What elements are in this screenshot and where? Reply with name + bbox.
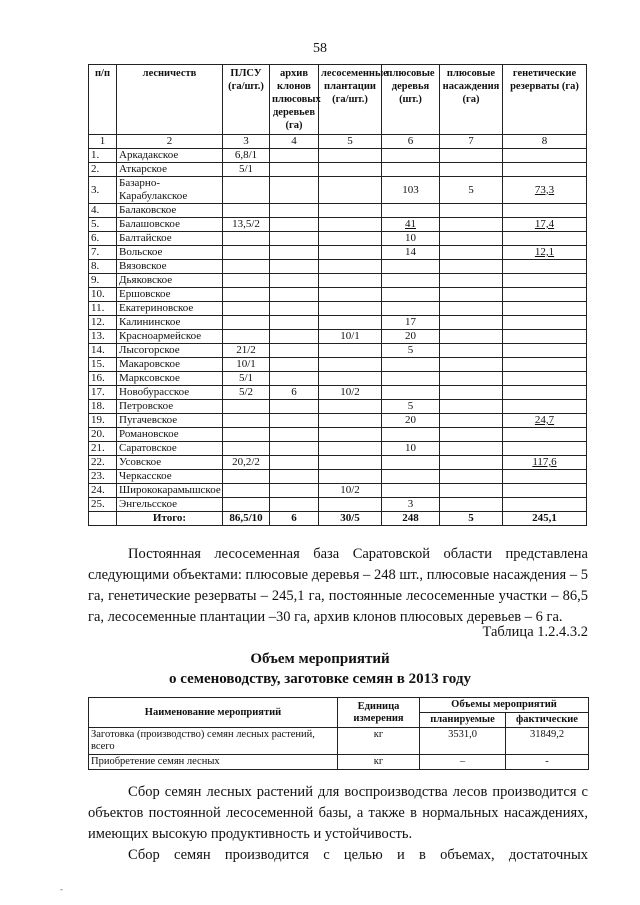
plus-trees-value: 5 — [382, 400, 440, 414]
plus-stands-value — [440, 484, 503, 498]
row-number: 6. — [89, 232, 117, 246]
seed-plantation-value — [319, 288, 382, 302]
clone-archive-value — [270, 163, 319, 177]
total-label: Итого: — [117, 512, 223, 526]
forestry-name: Екатериновское — [117, 302, 223, 316]
header-unit: Единица измерения — [338, 698, 420, 728]
genetic-reserve-value — [503, 344, 587, 358]
seed-plantation-value — [319, 498, 382, 512]
seed-plantation-value — [319, 232, 382, 246]
plsu-value — [223, 274, 270, 288]
clone-archive-value — [270, 414, 319, 428]
column-number: 5 — [319, 135, 382, 149]
plus-trees-value — [382, 163, 440, 177]
table-row — [89, 400, 587, 414]
genetic-reserve-value — [503, 386, 587, 400]
row-number: 13. — [89, 330, 117, 344]
seed-plantation-value: 10/2 — [319, 386, 382, 400]
clone-archive-value — [270, 218, 319, 232]
plus-stands-value — [440, 163, 503, 177]
plus-stands-value — [440, 344, 503, 358]
plsu-value: 13,5/2 — [223, 218, 270, 232]
plus-stands-value — [440, 386, 503, 400]
clone-archive-value — [270, 400, 319, 414]
row-number: 12. — [89, 316, 117, 330]
total-plus-stands-value: 5 — [440, 512, 503, 526]
table-header-row — [89, 65, 587, 135]
plsu-value — [223, 428, 270, 442]
seed-plantation-value — [319, 218, 382, 232]
row-number: 5. — [89, 218, 117, 232]
table-row — [89, 288, 587, 302]
seed-plantation-value — [319, 456, 382, 470]
header-name: Наименование мероприятий — [89, 698, 338, 728]
row-number: 23. — [89, 470, 117, 484]
plus-stands-value — [440, 316, 503, 330]
activity-unit: кг — [338, 728, 420, 755]
genetic-reserve-value — [503, 498, 587, 512]
clone-archive-value — [270, 246, 319, 260]
plus-stands-value — [440, 414, 503, 428]
plsu-value: 6,8/1 — [223, 149, 270, 163]
clone-archive-value — [270, 456, 319, 470]
forestry-name: Романовское — [117, 428, 223, 442]
seed-plantation-value — [319, 316, 382, 330]
row-number: 21. — [89, 442, 117, 456]
table-row — [89, 344, 587, 358]
plsu-value — [223, 414, 270, 428]
plus-stands-value — [440, 149, 503, 163]
row-number: 7. — [89, 246, 117, 260]
forestry-name: Калининское — [117, 316, 223, 330]
seed-purpose-paragraph: Сбор семян производится с целью и в объемах, достаточных — [128, 847, 588, 863]
genetic-reserve-value: 12,1 — [503, 246, 587, 260]
plsu-value — [223, 246, 270, 260]
header-cell: архив клонов плюсовых деревьев (га) — [270, 65, 319, 135]
plsu-value — [223, 498, 270, 512]
plsu-value — [223, 330, 270, 344]
clone-archive-value: 6 — [270, 386, 319, 400]
plus-trees-value: 14 — [382, 246, 440, 260]
summary-paragraph: Постоянная лесосеменная база Саратовской области представлена следующими объектами: плюсовые деревья – 248 шт., плюсовые насаждения – 5 га, генетические резерваты – 245,1 га, постоянные лесосеменные участки – 86,5 га, лесосеменные плантации –30 га, архив клонов плюсовых деревьев – 6 га. — [88, 546, 588, 625]
table-row — [89, 498, 587, 512]
table-row — [89, 484, 587, 498]
plus-stands-value — [440, 442, 503, 456]
row-number: 24. — [89, 484, 117, 498]
clone-archive-value — [270, 149, 319, 163]
clone-archive-value — [270, 470, 319, 484]
table-row — [89, 428, 587, 442]
table-row — [89, 316, 587, 330]
table-row — [89, 177, 587, 204]
forestry-name: Саратовское — [117, 442, 223, 456]
activity-unit: кг — [338, 755, 420, 770]
table-title-line-1: Объем мероприятий — [250, 651, 390, 667]
forestry-name: Усовское — [117, 456, 223, 470]
column-number: 1 — [89, 135, 117, 149]
seed-plantation-value — [319, 260, 382, 274]
plus-stands-value — [440, 330, 503, 344]
row-number: 3. — [89, 177, 117, 204]
genetic-reserve-value — [503, 302, 587, 316]
plus-stands-value — [440, 218, 503, 232]
table-row — [89, 456, 587, 470]
plus-trees-value — [382, 470, 440, 484]
plus-trees-value — [382, 274, 440, 288]
plus-trees-value: 20 — [382, 414, 440, 428]
genetic-reserve-value — [503, 274, 587, 288]
clone-archive-value — [270, 260, 319, 274]
plus-trees-value — [382, 428, 440, 442]
plus-stands-value — [440, 204, 503, 218]
genetic-reserve-value — [503, 442, 587, 456]
header-cell: плюсовые насаждения (га) — [440, 65, 503, 135]
table-row — [89, 386, 587, 400]
plsu-value — [223, 232, 270, 246]
plus-trees-value: 10 — [382, 232, 440, 246]
genetic-reserve-value — [503, 358, 587, 372]
genetic-reserve-value — [503, 149, 587, 163]
actual-value: - — [506, 755, 589, 770]
forestry-name: Пугачевское — [117, 414, 223, 428]
column-number: 2 — [117, 135, 223, 149]
table-row — [89, 218, 587, 232]
forestry-name: Балаковское — [117, 204, 223, 218]
plus-trees-value — [382, 484, 440, 498]
forestry-name: Дьяковское — [117, 274, 223, 288]
header-cell: лесосеменные плантации (га/шт.) — [319, 65, 382, 135]
column-number-row — [89, 135, 587, 149]
clone-archive-value — [270, 316, 319, 330]
header-cell: лесничеств — [117, 65, 223, 135]
plus-stands-value — [440, 260, 503, 274]
seed-plantation-value — [319, 400, 382, 414]
table-row — [89, 163, 587, 177]
forestry-name: Черкасское — [117, 470, 223, 484]
genetic-reserve-value — [503, 372, 587, 386]
plus-stands-value — [440, 246, 503, 260]
plus-stands-value: 5 — [440, 177, 503, 204]
table-row — [89, 204, 587, 218]
plus-stands-value — [440, 456, 503, 470]
forestry-name: Аркадакское — [117, 149, 223, 163]
header-cell: ПЛСУ (га/шт.) — [223, 65, 270, 135]
seed-plantation-value — [319, 358, 382, 372]
forest-seed-base-table — [88, 64, 587, 526]
forestry-name: Базарно-Карабулакское — [117, 177, 223, 204]
row-number: 10. — [89, 288, 117, 302]
genetic-reserve-value — [503, 204, 587, 218]
genetic-reserve-value — [503, 288, 587, 302]
column-number: 7 — [440, 135, 503, 149]
forestry-name: Вольское — [117, 246, 223, 260]
total-plsu-value: 86,5/10 — [223, 512, 270, 526]
row-number: 2. — [89, 163, 117, 177]
clone-archive-value — [270, 288, 319, 302]
table-row — [89, 470, 587, 484]
plus-trees-value — [382, 386, 440, 400]
genetic-reserve-value: 73,3 — [503, 177, 587, 204]
header-volumes: Объемы мероприятий — [420, 698, 589, 713]
plus-trees-value — [382, 288, 440, 302]
seed-plantation-value — [319, 274, 382, 288]
activity-name: Приобретение семян лесных — [89, 755, 338, 770]
seed-plantation-value — [319, 246, 382, 260]
column-number: 6 — [382, 135, 440, 149]
seed-plantation-value — [319, 204, 382, 218]
table-row — [89, 728, 589, 755]
clone-archive-value — [270, 330, 319, 344]
header-cell: плюсовые деревья (шт.) — [382, 65, 440, 135]
row-number: 8. — [89, 260, 117, 274]
forestry-name: Ширококарамышское — [117, 484, 223, 498]
clone-archive-value — [270, 498, 319, 512]
plus-trees-value: 20 — [382, 330, 440, 344]
plus-stands-value — [440, 400, 503, 414]
row-number: 11. — [89, 302, 117, 316]
total-row — [89, 512, 587, 526]
plsu-value — [223, 177, 270, 204]
clone-archive-value — [270, 484, 319, 498]
plus-trees-value — [382, 204, 440, 218]
plus-trees-value — [382, 456, 440, 470]
forestry-name: Петровское — [117, 400, 223, 414]
plus-stands-value — [440, 498, 503, 512]
seed-plantation-value: 10/1 — [319, 330, 382, 344]
seed-plantation-value — [319, 442, 382, 456]
row-number: 1. — [89, 149, 117, 163]
forestry-name: Красноармейское — [117, 330, 223, 344]
seed-collection-paragraph: Сбор семян лесных растений для воспроизводства лесов производится с объектов постоянной лесосеменной базы, а также в нормальных насаждениях, имеющих высокую продуктивность и устойчивость. — [88, 784, 588, 842]
seed-plantation-value — [319, 470, 382, 484]
genetic-reserve-value — [503, 260, 587, 274]
plus-trees-value — [382, 149, 440, 163]
plus-stands-value — [440, 232, 503, 246]
row-number: 20. — [89, 428, 117, 442]
clone-archive-value — [270, 428, 319, 442]
clone-archive-value — [270, 302, 319, 316]
table-row — [89, 358, 587, 372]
seed-plantation-value — [319, 149, 382, 163]
clone-archive-value — [270, 358, 319, 372]
table-row — [89, 232, 587, 246]
column-number: 8 — [503, 135, 587, 149]
actual-value: 31849,2 — [506, 728, 589, 755]
clone-archive-value — [270, 274, 319, 288]
plsu-value: 21/2 — [223, 344, 270, 358]
header-actual: фактические — [506, 713, 589, 728]
plsu-value — [223, 302, 270, 316]
table-row — [89, 260, 587, 274]
table-row — [89, 414, 587, 428]
planned-value: – — [420, 755, 506, 770]
row-number: 14. — [89, 344, 117, 358]
plus-trees-value: 41 — [382, 218, 440, 232]
plsu-value — [223, 470, 270, 484]
genetic-reserve-value — [503, 163, 587, 177]
table-row — [89, 330, 587, 344]
plus-trees-value: 10 — [382, 442, 440, 456]
plus-stands-value — [440, 470, 503, 484]
forestry-name: Марксовское — [117, 372, 223, 386]
genetic-reserve-value — [503, 470, 587, 484]
plus-trees-value — [382, 260, 440, 274]
plus-stands-value — [440, 358, 503, 372]
plsu-value: 5/1 — [223, 372, 270, 386]
forestry-name: Энгельсское — [117, 498, 223, 512]
clone-archive-value — [270, 442, 319, 456]
genetic-reserve-value: 24,7 — [503, 414, 587, 428]
table-row — [89, 442, 587, 456]
seed-plantation-value: 10/2 — [319, 484, 382, 498]
total-row-number — [89, 512, 117, 526]
table-row — [89, 372, 587, 386]
row-number: 15. — [89, 358, 117, 372]
page-number: 58 — [313, 41, 327, 56]
plsu-value — [223, 288, 270, 302]
header-cell: генетические резерваты (га) — [503, 65, 587, 135]
table-row — [89, 302, 587, 316]
plus-trees-value — [382, 358, 440, 372]
seed-plantation-value — [319, 302, 382, 316]
seed-activities-table — [88, 697, 589, 770]
row-number: 18. — [89, 400, 117, 414]
seed-plantation-value — [319, 414, 382, 428]
seed-plantation-value — [319, 428, 382, 442]
plus-trees-value — [382, 372, 440, 386]
genetic-reserve-value — [503, 232, 587, 246]
table-row — [89, 755, 589, 770]
seed-plantation-value — [319, 344, 382, 358]
plus-stands-value — [440, 274, 503, 288]
plus-trees-value: 5 — [382, 344, 440, 358]
row-number: 22. — [89, 456, 117, 470]
plus-trees-value: 3 — [382, 498, 440, 512]
plus-stands-value — [440, 428, 503, 442]
clone-archive-value — [270, 232, 319, 246]
forestry-name: Аткарское — [117, 163, 223, 177]
plus-trees-value: 17 — [382, 316, 440, 330]
column-number: 4 — [270, 135, 319, 149]
plus-stands-value — [440, 302, 503, 316]
seed-plantation-value — [319, 177, 382, 204]
genetic-reserve-value: 117,6 — [503, 456, 587, 470]
genetic-reserve-value — [503, 484, 587, 498]
total-seed-plantation-value: 30/5 — [319, 512, 382, 526]
header-cell: п/п — [89, 65, 117, 135]
forestry-name: Балашовское — [117, 218, 223, 232]
row-number: 9. — [89, 274, 117, 288]
forestry-name: Балтайское — [117, 232, 223, 246]
row-number: 25. — [89, 498, 117, 512]
table-row — [89, 274, 587, 288]
total-genetic-reserve-value: 245,1 — [503, 512, 587, 526]
clone-archive-value — [270, 344, 319, 358]
genetic-reserve-value — [503, 400, 587, 414]
seed-plantation-value — [319, 163, 382, 177]
column-number: 3 — [223, 135, 270, 149]
plsu-value — [223, 316, 270, 330]
plsu-value — [223, 260, 270, 274]
plsu-value: 10/1 — [223, 358, 270, 372]
clone-archive-value — [270, 372, 319, 386]
planned-value: 3531,0 — [420, 728, 506, 755]
row-number: 4. — [89, 204, 117, 218]
forestry-name: Макаровское — [117, 358, 223, 372]
plsu-value: 20,2/2 — [223, 456, 270, 470]
genetic-reserve-value — [503, 330, 587, 344]
seed-plantation-value — [319, 372, 382, 386]
forestry-name: Вязовское — [117, 260, 223, 274]
row-number: 19. — [89, 414, 117, 428]
genetic-reserve-value: 17,4 — [503, 218, 587, 232]
row-number: 17. — [89, 386, 117, 400]
plus-stands-value — [440, 372, 503, 386]
plsu-value — [223, 484, 270, 498]
forestry-name: Новобурасское — [117, 386, 223, 400]
plsu-value — [223, 400, 270, 414]
table-title-line-2: о семеноводству, заготовке семян в 2013 году — [169, 671, 471, 687]
table-label: Таблица 1.2.4.3.2 — [482, 624, 588, 640]
clone-archive-value — [270, 177, 319, 204]
table-row — [89, 246, 587, 260]
plsu-value — [223, 442, 270, 456]
total-clone-archive-value: 6 — [270, 512, 319, 526]
row-number: 16. — [89, 372, 117, 386]
plsu-value: 5/1 — [223, 163, 270, 177]
plus-stands-value — [440, 288, 503, 302]
forestry-name: Ершовское — [117, 288, 223, 302]
activity-name: Заготовка (производство) семян лесных растений, всего — [89, 728, 338, 755]
plsu-value: 5/2 — [223, 386, 270, 400]
forestry-name: Лысогорское — [117, 344, 223, 358]
table-header-row — [89, 698, 589, 713]
genetic-reserve-value — [503, 316, 587, 330]
clone-archive-value — [270, 204, 319, 218]
plsu-value — [223, 204, 270, 218]
genetic-reserve-value — [503, 428, 587, 442]
plus-trees-value — [382, 302, 440, 316]
plus-trees-value: 103 — [382, 177, 440, 204]
header-planned: планируемые — [420, 713, 506, 728]
total-plus-trees-value: 248 — [382, 512, 440, 526]
footer-mark: - — [60, 884, 63, 894]
table-row — [89, 149, 587, 163]
